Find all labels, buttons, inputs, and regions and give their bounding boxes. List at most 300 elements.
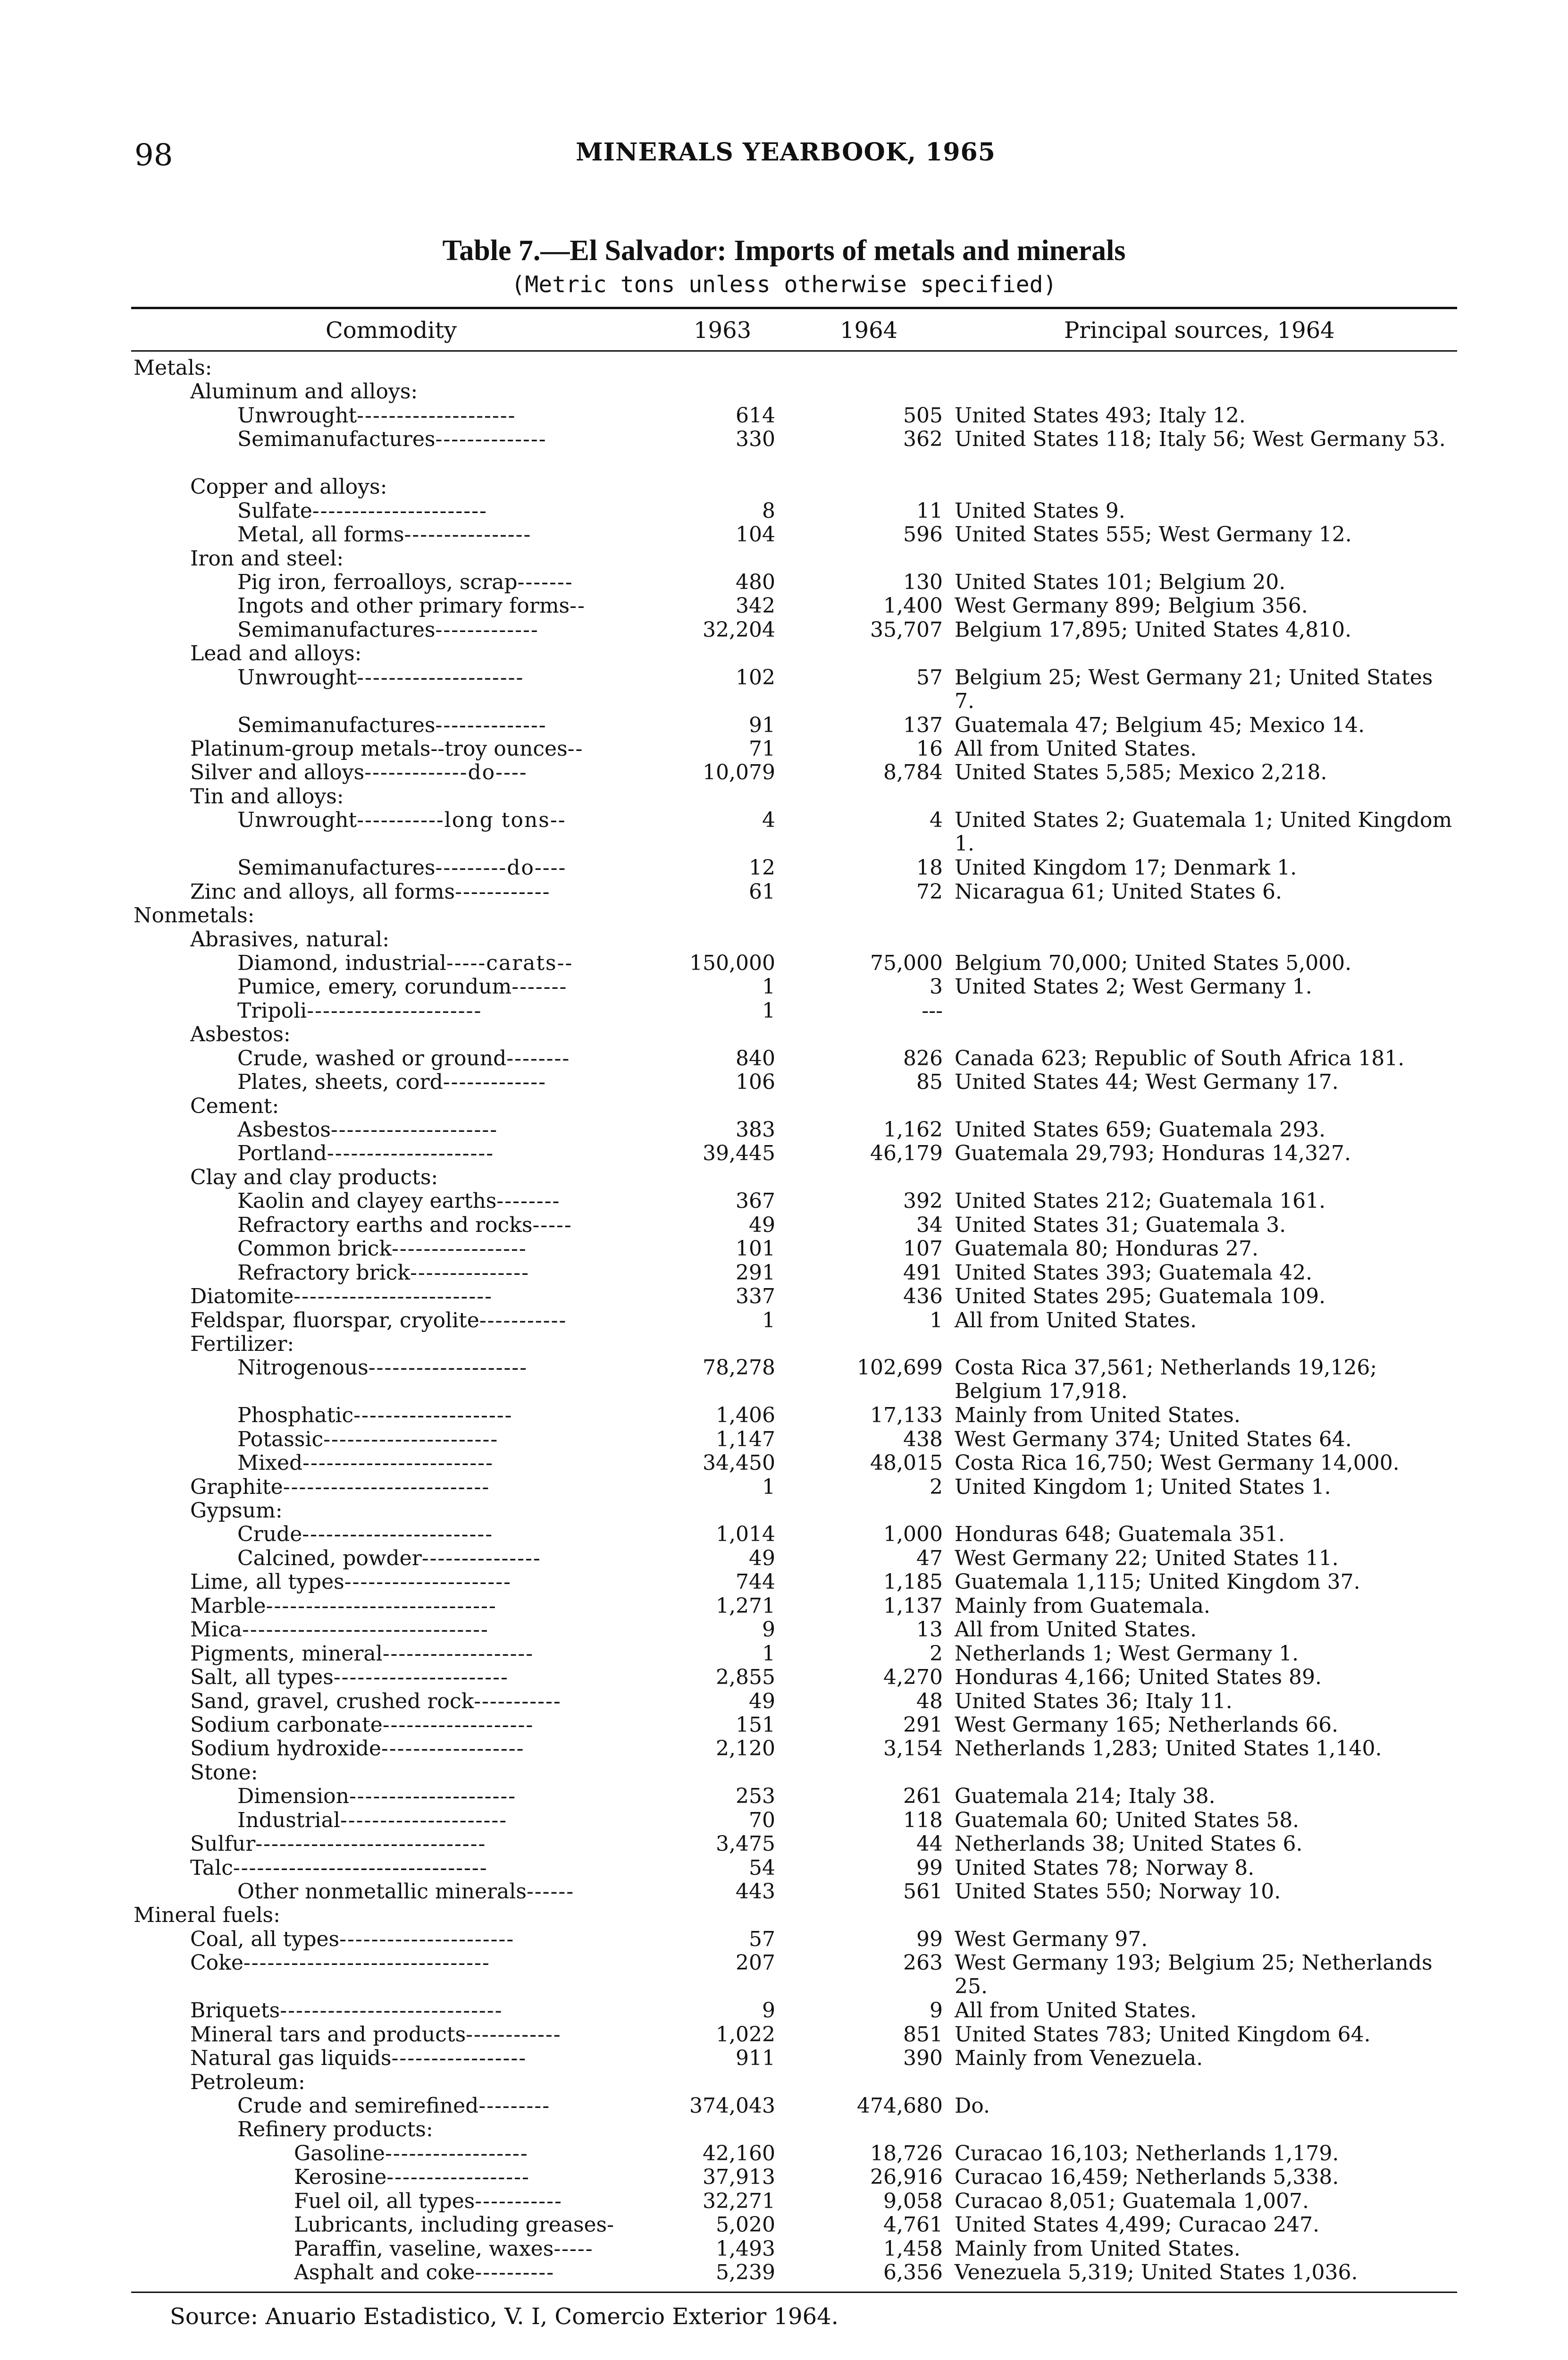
commodity-cell [190,1499,660,1523]
commodity-name: Clay and clay products: [190,1165,438,1189]
value-1964: 85 [916,1070,943,1095]
commodity-name: Diamond, industrial [237,951,446,975]
principal-sources: Guatemala 1,115; United Kingdom 37. [955,1570,1360,1594]
leader-dots: ---------------------------- [280,1999,503,2023]
value-1964: 9,058 [883,2189,943,2213]
table-row [131,1785,1457,1808]
value-1963: 744 [736,1570,775,1594]
commodity-name: Marble [190,1594,266,1618]
leader-dots: ------------------ [386,2166,530,2190]
value-1963: 383 [736,1118,775,1142]
commodity-name: Natural gas liquids [190,2047,392,2071]
leader-dots: -- [567,737,584,761]
principal-sources: West Germany 899; Belgium 356. [955,594,1308,618]
table-body [131,356,1457,2284]
value-1964: 491 [903,1260,943,1285]
value-1964: 1,458 [883,2236,943,2261]
table-row [131,1166,1457,1189]
table-row [131,1856,1457,1880]
principal-sources: Netherlands 1; West Germany 1. [955,1641,1299,1666]
value-1964: 392 [903,1189,943,1214]
table-row [131,808,1457,856]
value-1964: 2 [930,1475,943,1499]
table-row [131,642,1457,666]
principal-sources: Guatemala 60; United States 58. [955,1808,1300,1832]
commodity-name: Sulfur [190,1832,256,1856]
table-title: Table 7.—El Salvador: Imports of metals and minerals [442,235,1126,267]
value-1964: 18 [916,856,943,880]
principal-sources: United States 783; United Kingdom 64. [955,2022,1371,2047]
value-1964: --- [922,998,943,1023]
commodity-name: Refinery products: [237,2118,433,2142]
value-1963: 9 [762,1618,775,1642]
commodity-name: Crude, washed or ground [237,1046,507,1070]
leader-dots: ----------- [474,1689,562,1713]
table-row [131,1142,1457,1165]
value-1963: 367 [736,1189,775,1214]
table-top-rule [131,307,1457,309]
table-row [131,1499,1457,1523]
value-1963: 330 [736,427,775,452]
commodity-name: Tin and alloys: [190,784,344,809]
commodity-name: Kaolin and clayey earths [237,1189,497,1214]
commodity-cell [237,1809,660,1832]
table-row [131,1332,1457,1356]
principal-sources: United States 2; Guatemala 1; United Kingdom 1. [955,808,1452,856]
leader-dots: ----- [532,1213,572,1237]
commodity-cell [190,928,660,952]
leader-dots: --------------- [421,1546,541,1570]
principal-sources: Mainly from Guatemala. [955,1593,1210,1618]
principal-sources: West Germany 374; United States 64. [955,1427,1352,1451]
value-1964: 1 [930,1308,943,1332]
principal-sources: United Kingdom 1; United States 1. [955,1475,1331,1499]
table-row [131,1261,1457,1285]
value-1964: 1,137 [883,1593,943,1618]
commodity-name: Semimanufactures [237,713,436,737]
leader-dots: ---------------- [404,523,532,547]
table-row [131,833,1457,856]
value-1964: 291 [903,1712,943,1737]
table-row [131,1951,1457,1999]
commodity-cell [190,2023,660,2047]
principal-sources: West Germany 97. [955,1927,1148,1951]
source-note: Source: Anuario Estadistico, V. I, Comercio Exterior 1964. [170,2303,839,2330]
commodity-name: Feldspar, fluorspar, cryolite [190,1308,479,1332]
commodity-name: Refractory brick [237,1261,410,1285]
value-1963: 12 [749,856,775,880]
leader-dots: ------------------ [385,2141,528,2166]
commodity-name: Metal, all forms [237,523,404,547]
commodity-cell [294,2142,660,2166]
table-row [131,2118,1457,2141]
principal-sources: Netherlands 1,283; United States 1,140. [955,1736,1382,1761]
table-row [131,1095,1457,1118]
value-1964: 34 [916,1213,943,1237]
commodity-cell [294,2190,660,2213]
table-row [131,1189,1457,1213]
value-1964: 48,015 [870,1451,943,1475]
table-row [131,1642,1457,1666]
value-1963: 91 [749,713,775,737]
value-1963: 104 [736,523,775,547]
commodity-cell [237,571,660,594]
value-1964: 9 [930,1998,943,2023]
commodity-cell [190,1928,660,1951]
commodity-cell [190,880,660,904]
leader-dots: ------------ [466,2023,562,2047]
leader-dots: ------- [517,570,573,594]
leader-dots: -------------------------- [283,1475,490,1499]
header-commodity: Commodity [326,317,457,344]
table-row [131,356,1457,380]
table-row [131,1404,1457,1427]
value-1964: 57 [916,665,943,690]
principal-sources: Honduras 4,166; United States 89. [955,1665,1322,1690]
principal-sources: Honduras 648; Guatemala 351. [955,1522,1285,1547]
table-row [131,428,1457,451]
principal-sources: Curacao 8,051; Guatemala 1,007. [955,2189,1309,2213]
table-row [131,1666,1457,1689]
value-1964: 72 [916,879,943,904]
table-row [131,2047,1457,2070]
table-row [131,2094,1457,2118]
commodity-name: Mica [190,1618,242,1642]
leader-dots: ---------- [475,2261,555,2284]
value-1963: 150,000 [689,951,775,975]
table-row [131,523,1457,547]
leader-dots: -------------- [435,713,547,737]
table-row [131,2071,1457,2094]
commodity-cell [190,1475,660,1499]
commodity-name: Unwrought [237,404,357,428]
value-1964: 4,270 [883,1665,943,1690]
running-title: MINERALS YEARBOOK, 1965 [576,138,996,167]
table-row [131,1309,1457,1332]
table-row [131,571,1457,594]
table-row [131,856,1457,880]
value-1963: 102 [736,665,775,690]
table-bottom-rule [131,2292,1457,2293]
principal-sources: United States 295; Guatemala 109. [955,1284,1326,1309]
principal-sources: Costa Rica 16,750; West Germany 14,000. [955,1451,1400,1475]
commodity-name: Lime, all types [190,1570,344,1594]
table-row [131,380,1457,404]
commodity-cell [190,2047,660,2070]
leader-dots: --------------- [410,1261,530,1285]
commodity-name: Coke [190,1951,243,1975]
commodity-name: Stone: [190,1761,258,1785]
principal-sources: United States 36; Italy 11. [955,1689,1233,1713]
commodity-name: Potassic [237,1427,324,1451]
commodity-cell [190,1594,660,1618]
value-1963: 1,022 [716,2022,775,2047]
leader-dots: ------------------------ [302,1523,494,1547]
value-1964: 3 [930,975,943,999]
leader-dots: ---------------------- [312,499,487,523]
commodity-cell [294,2261,660,2284]
value-1964: 362 [903,427,943,452]
commodity-name: Briquets [190,1999,280,2023]
value-1964: 26,916 [870,2165,943,2190]
commodity-cell [294,2213,660,2237]
value-1964: 1,185 [883,1570,943,1594]
commodity-cell [237,1047,660,1070]
leader-dots: --------------------- [330,1118,498,1142]
leader-dots: ------------- [443,1070,547,1095]
commodity-name: Nitrogenous [237,1356,369,1380]
principal-sources: Curacao 16,459; Netherlands 5,338. [955,2165,1339,2190]
commodity-name: Cement: [190,1094,279,1118]
value-1963: 1 [762,1308,775,1332]
commodity-name: Lead and alloys: [190,642,362,666]
commodity-name: Copper and alloys: [190,475,387,499]
leader-dots: ------------------------------- [243,1951,490,1975]
principal-sources: United States 101; Belgium 20. [955,570,1286,594]
value-1964: 3,154 [883,1736,943,1761]
leader-dots: --------------------- [349,1785,517,1809]
principal-sources: Venezuela 5,319; United States 1,036. [955,2260,1358,2284]
commodity-cell [190,1761,660,1785]
value-1963: 71 [749,737,775,761]
value-1964: 13 [916,1618,943,1642]
table-row [131,975,1457,999]
commodity-cell [190,1999,660,2023]
leader-dots: ------------------------- [293,1285,493,1309]
value-1963: 443 [736,1880,775,1904]
commodity-name: Sand, gravel, crushed rock [190,1689,474,1713]
table-row [131,690,1457,713]
principal-sources: United States 4,499; Curacao 247. [955,2213,1320,2237]
header-1964: 1964 [840,317,898,344]
commodity-name: Paraffin, vaseline, waxes [294,2237,554,2261]
table-row [131,1832,1457,1856]
value-1963: 8 [762,498,775,523]
table-row [131,785,1457,809]
leader-dots: ------------- [435,618,539,642]
leader-dots: ----- [553,2237,594,2261]
value-1963: 78,278 [703,1356,775,1380]
commodity-cell [237,1142,660,1165]
table-row [131,904,1457,927]
value-1964: 1,162 [883,1118,943,1142]
value-1964: 438 [903,1427,943,1451]
commodity-cell [237,1523,660,1546]
value-1964: 474,680 [857,2093,943,2118]
value-1964: 17,133 [870,1403,943,1428]
commodity-cell [190,1095,660,1118]
commodity-name: Fertilizer: [190,1332,294,1356]
value-1964: 35,707 [870,617,943,642]
commodity-cell [237,428,660,451]
leader-dots: -------------------------------- [233,1856,488,1880]
table-row [131,1690,1457,1713]
commodity-name: Pumice, emery, corundum [237,975,512,999]
commodity-name: Zinc and alloys, all forms [190,880,455,904]
table-row [131,1570,1457,1594]
value-1964: 99 [916,1927,943,1951]
value-1964: 11 [916,498,943,523]
value-1963: 1,406 [716,1403,775,1428]
commodity-cell [237,809,660,832]
principal-sources: West Germany 193; Belgium 25; Netherlands 25. [955,1951,1433,1999]
principal-sources: United States 555; West Germany 12. [955,523,1352,547]
leader-dots: --------------------- [340,1808,508,1832]
principal-sources: United States 659; Guatemala 293. [955,1118,1326,1142]
leader-dots: - [607,2213,615,2237]
commodity-name: Asbestos: [190,1023,291,1047]
commodity-name: Iron and steel: [190,547,344,571]
leader-dots: --------------------- [327,1142,495,1166]
value-1963: 1 [762,975,775,999]
commodity-name: Diatomite [190,1285,294,1309]
commodity-name: Dimension [237,1785,349,1809]
value-1964: 263 [903,1951,943,1975]
commodity-cell [237,1404,660,1427]
table-row [131,1475,1457,1499]
principal-sources: All from United States. [955,1998,1197,2023]
commodity-name: Semimanufactures [237,428,436,452]
commodity-name: Semimanufactures [237,856,436,880]
commodity-name: Abrasives, natural: [190,927,390,952]
commodity-name: Fuel oil, all types [294,2189,475,2213]
commodity-cell [190,1666,660,1689]
commodity-cell [190,1570,660,1594]
commodity-cell [190,1737,660,1761]
table-row [131,999,1457,1023]
table-row [131,2190,1457,2213]
table-row [131,1523,1457,1546]
principal-sources: Curacao 16,103; Netherlands 1,179. [955,2141,1339,2166]
leader-dots: -------------------- [357,404,516,428]
commodity-cell [190,1642,660,1666]
leader-dots: ------------------- [382,1713,534,1737]
value-1964: 596 [903,523,943,547]
leader-dots: ------- [511,975,568,999]
commodity-cell [237,404,660,428]
commodity-cell [237,714,660,737]
value-1963: 1,014 [716,1522,775,1547]
value-1963: 34,450 [703,1451,775,1475]
value-1964: 1,000 [883,1522,943,1547]
header-sources: Principal sources, 1964 [1064,317,1335,344]
value-1963: 2,855 [716,1665,775,1690]
value-1963: 253 [736,1784,775,1809]
table-row [131,1047,1457,1070]
leader-dots: -------- [506,1046,570,1070]
commodity-name: Asphalt and coke [294,2261,475,2284]
table-row [131,1928,1457,1951]
commodity-name: Unwrought [237,666,357,690]
table-row [131,1761,1457,1785]
table-row [131,1880,1457,1904]
principal-sources: United States 44; West Germany 17. [955,1070,1339,1095]
value-1964: 436 [903,1284,943,1309]
commodity-name: Mineral tars and products [190,2023,466,2047]
leader-dots: ------------------------ [302,1451,494,1475]
commodity-cell [237,999,660,1023]
leader-dots: -------------------- [353,1404,513,1428]
principal-sources: United States 550; Norway 10. [955,1880,1281,1904]
leader-dots: ------------------ [381,1737,525,1761]
value-1963: 840 [736,1046,775,1070]
value-1963: 151 [736,1712,775,1737]
leader-dots: ----------- [475,2189,562,2213]
table-row [131,928,1457,952]
table-row [131,618,1457,642]
table-row [131,1809,1457,1832]
leader-dots: ------------------- [382,1642,534,1666]
commodity-name: Other nonmetallic minerals [237,1880,527,1904]
leader-dots: ---------------------- [307,999,482,1023]
commodity-cell [190,1618,660,1642]
commodity-name: Pigments, mineral [190,1642,383,1666]
leader-dots: -------------do---- [364,761,528,785]
commodity-cell [190,1951,660,1975]
value-1964: 4,761 [883,2213,943,2237]
commodity-name: Sodium carbonate [190,1713,383,1737]
principal-sources: Belgium 70,000; United States 5,000. [955,951,1352,975]
value-1964: 851 [903,2022,943,2047]
table-row [131,1380,1457,1404]
principal-sources: United States 5,585; Mexico 2,218. [955,760,1327,785]
table-row [131,1975,1457,1999]
value-1964: 1,400 [883,594,943,618]
principal-sources: All from United States. [955,1308,1197,1332]
leader-dots: ----------------------------- [255,1832,486,1856]
value-1964: 390 [903,2046,943,2071]
value-1963: 5,239 [716,2260,775,2284]
value-1963: 1 [762,998,775,1023]
commodity-name: Asbestos [237,1118,331,1142]
commodity-cell [237,594,660,618]
value-1963: 57 [749,1927,775,1951]
value-1963: 70 [749,1808,775,1832]
commodity-cell [237,523,660,547]
commodity-name: Unwrought [237,809,357,833]
principal-sources: United States 78; Norway 8. [955,1855,1255,1880]
commodity-cell [190,761,660,784]
commodity-cell [190,1690,660,1713]
commodity-cell [237,1451,660,1475]
commodity-cell [237,1356,660,1380]
table-row [131,1451,1457,1475]
commodity-name: Sodium hydroxide [190,1737,381,1761]
value-1964: 46,179 [870,1141,943,1166]
principal-sources: Guatemala 80; Honduras 27. [955,1237,1258,1261]
principal-sources: West Germany 22; United States 11. [955,1546,1339,1570]
header-1963: 1963 [694,317,752,344]
commodity-cell [294,2166,660,2189]
commodity-cell [190,1166,660,1189]
commodity-cell [237,952,660,975]
value-1964: 44 [916,1832,943,1856]
table-row [131,2166,1457,2189]
commodity-name: Tripoli [237,999,307,1023]
table-row [131,547,1457,571]
principal-sources: Netherlands 38; United States 6. [955,1832,1303,1856]
table-subtitle: (Metric tons unless otherwise specified) [511,271,1057,298]
value-1964: 2 [930,1641,943,1666]
table-row [131,1547,1457,1570]
leader-dots: ------------ [455,880,551,904]
value-1963: 39,445 [703,1141,775,1166]
commodity-cell [237,1428,660,1451]
table-row [131,1237,1457,1261]
value-1964: 102,699 [857,1356,943,1380]
table-row [131,1713,1457,1737]
commodity-name: Petroleum: [190,2070,305,2094]
